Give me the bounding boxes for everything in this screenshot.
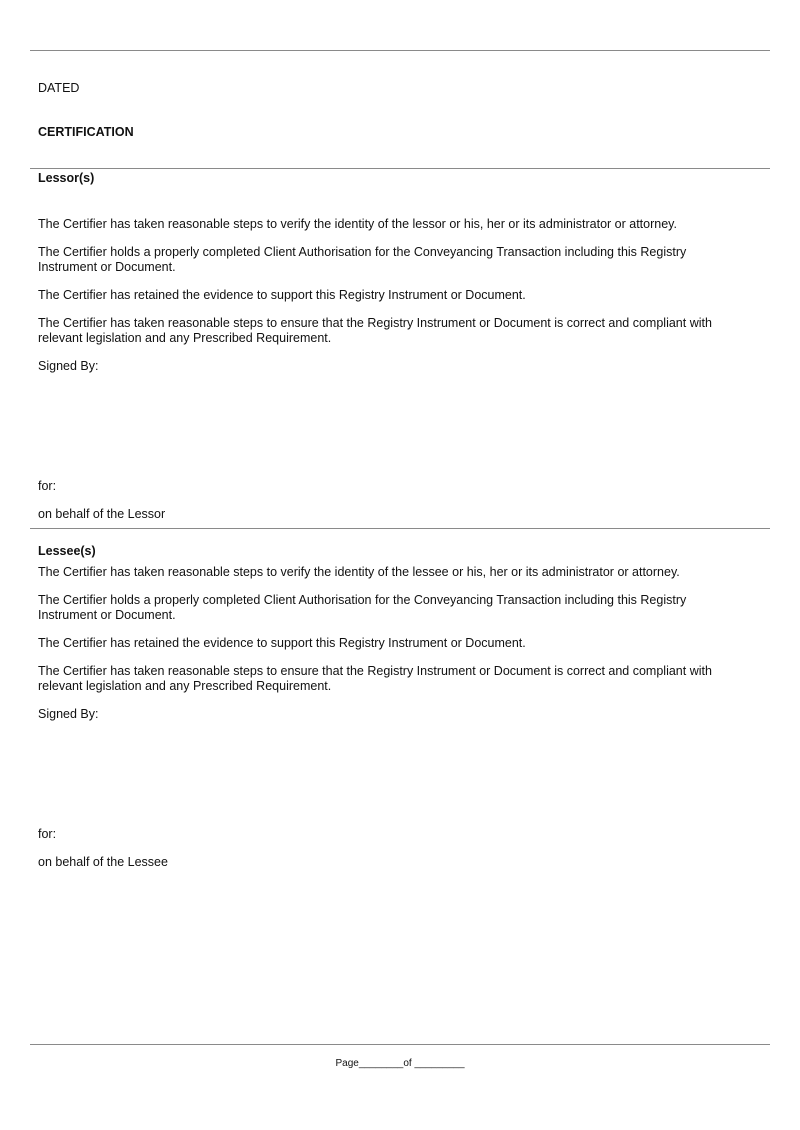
lessee-authorisation-statement: The Certifier holds a properly completed Client Authorisation for the Conveyancing Transaction including this Registry Instrument or Document. <box>38 593 687 622</box>
certification-heading: CERTIFICATION <box>38 125 134 139</box>
lessor-identity-statement: The Certifier has taken reasonable steps to verify the identity of the lessor or his, her or its administrator or attorney. <box>38 217 677 231</box>
footer-divider <box>30 1044 770 1045</box>
lessor-evidence-statement: The Certifier has retained the evidence to support this Registry Instrument or Document. <box>38 288 526 302</box>
page-number-line: Page________of _________ <box>335 1058 465 1069</box>
lessee-section-divider <box>30 528 770 529</box>
lessee-for-label: for: <box>38 827 57 841</box>
lessee-compliance-statement: The Certifier has taken reasonable steps to ensure that the Registry Instrument or Document is correct and compliant with relevant legislation and any Prescribed Requirement. <box>38 664 712 693</box>
lessor-compliance-statement: The Certifier has taken reasonable steps to ensure that the Registry Instrument or Document is correct and compliant with relevant legislation and any Prescribed Requirement. <box>38 316 712 345</box>
top-divider <box>30 50 770 51</box>
lessor-heading: Lessor(s) <box>38 171 95 185</box>
lessor-on-behalf-label: on behalf of the Lessor <box>38 507 166 521</box>
lessee-on-behalf-label: on behalf of the Lessee <box>38 855 168 869</box>
dated-label: DATED <box>38 81 80 95</box>
lessee-evidence-statement: The Certifier has retained the evidence to support this Registry Instrument or Document. <box>38 636 526 650</box>
lessor-for-label: for: <box>38 479 57 493</box>
lessor-section-divider <box>30 168 770 169</box>
lessor-authorisation-statement: The Certifier holds a properly completed Client Authorisation for the Conveyancing Transaction including this Registry Instrument or Document. <box>38 245 687 274</box>
lessee-identity-statement: The Certifier has taken reasonable steps to verify the identity of the lessee or his, her or its administrator or attorney. <box>38 565 680 579</box>
lessee-heading: Lessee(s) <box>38 544 96 558</box>
lessor-signed-by-label: Signed By: <box>38 359 99 373</box>
lessee-signed-by-label: Signed By: <box>38 707 99 721</box>
